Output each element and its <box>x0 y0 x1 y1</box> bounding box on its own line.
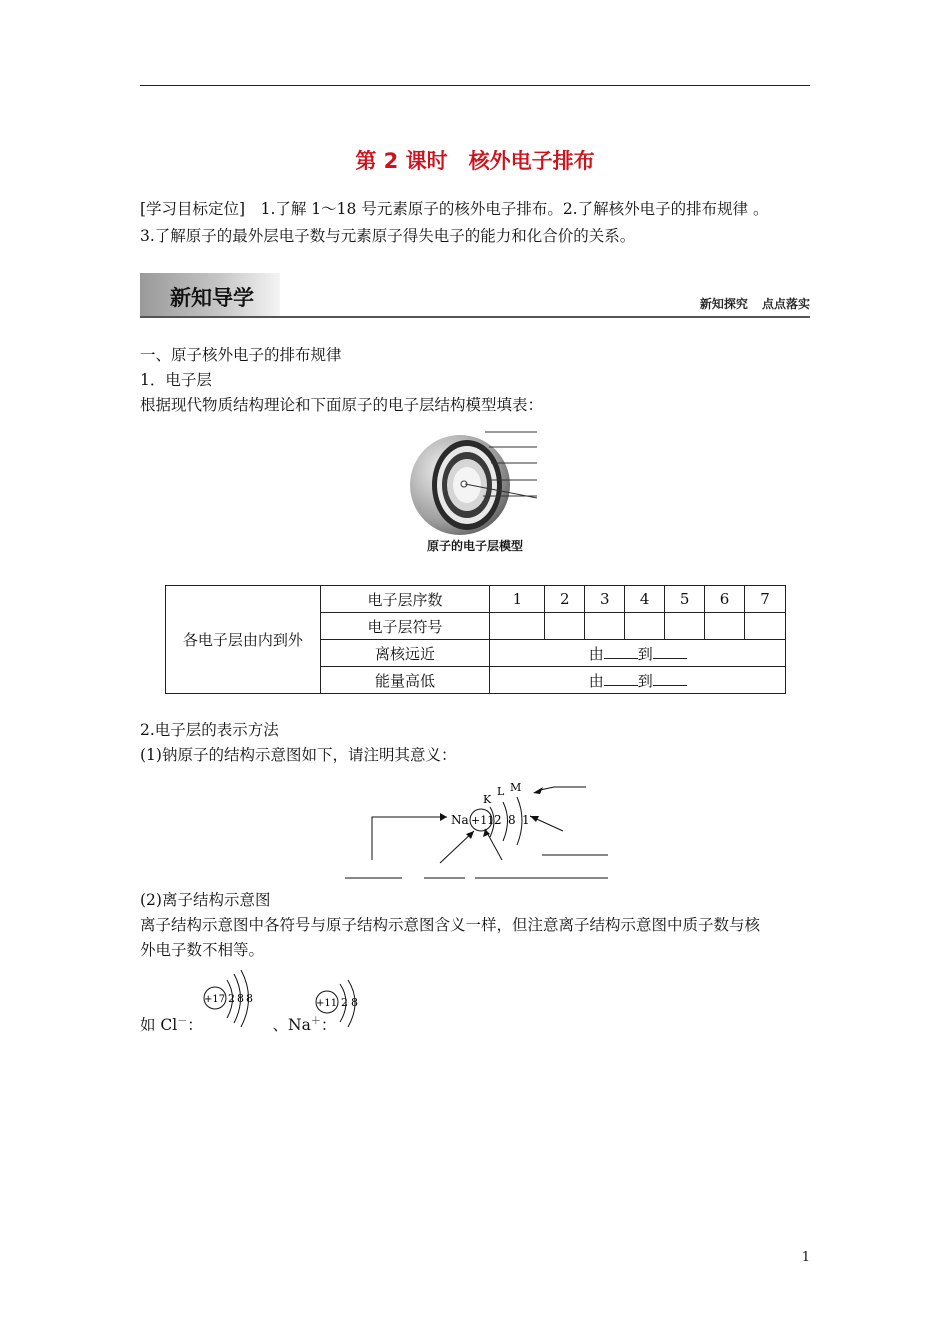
figure-caption: 原子的电子层模型 <box>426 539 523 553</box>
electron-count: 8 <box>237 992 244 1005</box>
electron-count: 8 <box>246 992 253 1005</box>
electron-shell-table <box>165 585 786 694</box>
shell-number-cell: 6 <box>705 586 745 613</box>
fill-blank[interactable] <box>653 671 687 686</box>
nucleus-charge: +11 <box>471 814 495 827</box>
shell-number-cell: 4 <box>625 586 665 613</box>
ion-description-line-1: 离子结构示意图中各符号与原子结构示意图含义一样，但注意离子结构示意图中质子数与核 <box>140 916 761 934</box>
fill-blank[interactable] <box>604 644 638 659</box>
ion-description-line-2: 外电子数不相等。 <box>140 941 265 959</box>
banner-title: 新知导学 <box>170 286 254 310</box>
banner-subtitle: 新知探究 点点落实 <box>699 297 810 311</box>
section2-heading: 2.电子层的表示方法 <box>140 721 279 739</box>
objectives-line-1: [学习目标定位] 1.了解 1～18 号元素原子的核外电子排布。2.了解核外电子的排布规律 。 <box>140 200 769 218</box>
electron-count: 8 <box>508 813 516 827</box>
shell-symbol-blank[interactable] <box>705 613 745 640</box>
energy-fill-cell <box>490 667 786 694</box>
to-label: 到 <box>637 671 653 690</box>
shell-symbol-blank[interactable] <box>745 613 786 640</box>
electron-count: 2 <box>494 813 502 827</box>
sodium-structure-diagram <box>340 775 620 885</box>
row-label-energy: 能量高低 <box>320 667 490 694</box>
shell-number-cell: 5 <box>665 586 705 613</box>
sodium-ion-charge: ＋ <box>310 1016 321 1027</box>
chloride-charge: － <box>177 1016 188 1027</box>
item-1-text: (1)钠原子的结构示意图如下，请注明其意义： <box>140 746 457 764</box>
banner-rule <box>140 316 810 318</box>
item-2-text: (2)离子结构示意图 <box>140 891 271 909</box>
shell-symbol-blank[interactable] <box>665 613 705 640</box>
top-rule <box>140 85 810 86</box>
shell-number-cell: 1 <box>490 586 545 613</box>
from-label: 由 <box>588 671 604 690</box>
electron-count: 2 <box>341 996 348 1009</box>
example-separator: ： 、Na <box>187 1016 311 1035</box>
objectives-line-2: 3.了解原子的最外层电子数与元素原子得失电子的能力和化合价的关系。 <box>140 227 636 245</box>
shell-symbol-blank[interactable] <box>490 613 545 640</box>
shell-label: K <box>483 793 492 806</box>
electron-shell-model-figure <box>405 420 545 545</box>
electron-count: 2 <box>228 992 235 1005</box>
shell-symbol-blank[interactable] <box>585 613 625 640</box>
table-row-header: 各电子层由内到外 <box>166 586 321 694</box>
shell-label: L <box>497 785 505 798</box>
intro-text: 根据现代物质结构理论和下面原子的电子层结构模型填表： <box>140 396 544 414</box>
shell-number-cell: 2 <box>545 586 585 613</box>
shell-symbol-blank[interactable] <box>625 613 665 640</box>
shell-number-cell: 3 <box>585 586 625 613</box>
page-title: 第 2 课时 核外电子排布 <box>355 149 595 173</box>
shell-number-cell: 7 <box>745 586 786 613</box>
example-colon: ： <box>320 1016 337 1035</box>
fill-blank[interactable] <box>653 644 687 659</box>
electron-count: 8 <box>351 996 358 1009</box>
section-heading: 一、原子核外电子的排布规律 <box>140 346 342 364</box>
electron-count: 1 <box>522 813 530 827</box>
row-label-distance: 离核远近 <box>320 640 490 667</box>
row-label-shell-number: 电子层序数 <box>320 586 490 613</box>
from-label: 由 <box>588 644 604 663</box>
example-prefix: 如 Cl <box>140 1016 178 1035</box>
shell-label: M <box>510 781 522 794</box>
element-symbol: Na <box>451 813 469 827</box>
nucleus-charge: +11 <box>316 998 338 1009</box>
row-label-shell-symbol: 电子层符号 <box>320 613 490 640</box>
sodium-ion-diagram <box>310 980 370 1035</box>
subsection-heading: 1．电子层 <box>140 371 212 389</box>
shell-symbol-blank[interactable] <box>545 613 585 640</box>
nucleus-charge: +17 <box>204 994 226 1005</box>
fill-blank[interactable] <box>604 671 638 686</box>
chloride-ion-diagram <box>198 968 268 1030</box>
answer-blank-lines[interactable] <box>345 787 608 878</box>
page-number: 1 <box>801 1250 810 1265</box>
distance-fill-cell <box>490 640 786 667</box>
to-label: 到 <box>637 644 653 663</box>
